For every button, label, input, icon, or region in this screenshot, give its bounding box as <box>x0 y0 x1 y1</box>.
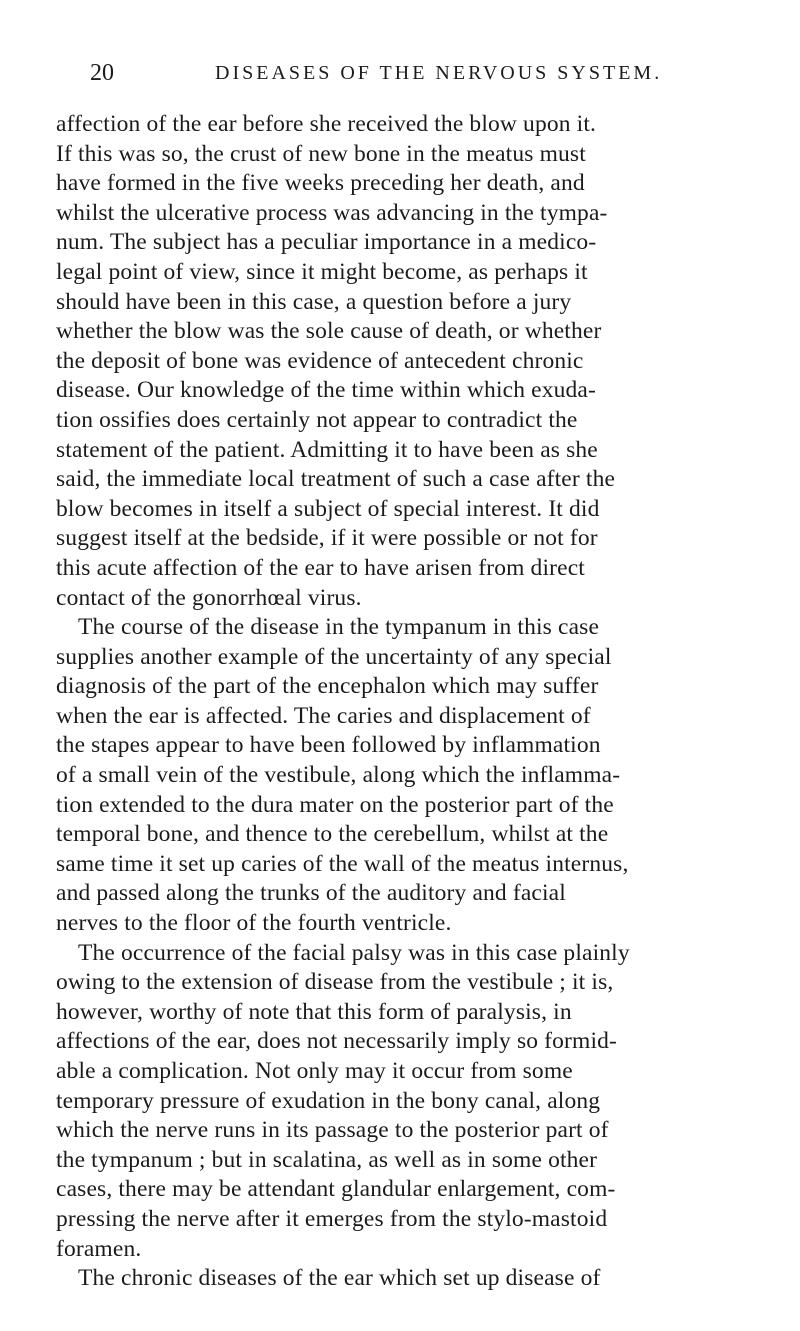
text-line: said, the immediate local treatment of such a case after the <box>56 466 616 493</box>
paragraph-start-line: The chronic diseases of the ear which set up disease of <box>78 1265 601 1292</box>
text-line: tion extended to the dura mater on the posterior part of the <box>56 791 614 818</box>
text-line: of a small vein of the vestibule, along which the inflamma- <box>56 762 621 789</box>
text-line: same time it set up caries of the wall of the meatus internus, <box>56 850 629 877</box>
text-line: whilst the ulcerative process was advancing in the tympa- <box>56 199 608 226</box>
text-line: affection of the ear before she received the blow upon it. <box>56 111 597 137</box>
text-line: which the nerve runs in its passage to the posterior part of <box>56 1117 609 1144</box>
text-line: whether the blow was the sole cause of death, or whether <box>56 318 602 345</box>
paragraph-start-line: The course of the disease in the tympanum in this case <box>78 614 600 641</box>
text-line: and passed along the trunks of the auditory and facial <box>56 880 566 907</box>
text-line: temporal bone, and thence to the cerebellum, whilst at the <box>56 821 609 848</box>
page-number: 20 <box>90 60 114 86</box>
text-line: nerves to the floor of the fourth ventricle. <box>56 910 452 937</box>
text-line: the tympanum ; but in scalatina, as well as in some other <box>56 1146 598 1173</box>
text-line: this acute affection of the ear to have arisen from direct <box>56 554 585 581</box>
text-line: diagnosis of the part of the encephalon which may suffer <box>56 673 599 700</box>
text-line: supplies another example of the uncertainty of any special <box>56 643 612 670</box>
text-line: should have been in this case, a question before a jury <box>56 288 572 315</box>
text-line: suggest itself at the bedside, if it were possible or not for <box>56 525 598 552</box>
text-line: contact of the gonorrhœal virus. <box>56 584 362 611</box>
text-line: the stapes appear to have been followed by inflammation <box>56 732 601 759</box>
paragraph-start-line: The occurrence of the facial palsy was in this case plainly <box>78 939 630 966</box>
text-line: pressing the nerve after it emerges from the stylo-mastoid <box>56 1205 608 1232</box>
text-line: able a complication. Not only may it occur from some <box>56 1058 573 1084</box>
text-line: however, worthy of note that this form of paralysis, in <box>56 998 572 1025</box>
text-line: foramen. <box>56 1235 142 1262</box>
text-line: when the ear is affected. The caries and displacement of <box>56 702 591 729</box>
text-line: temporary pressure of exudation in the bony canal, along <box>56 1087 601 1114</box>
text-line: If this was so, the crust of new bone in the meatus must <box>56 140 586 167</box>
text-line: statement of the patient. Admitting it to have been as she <box>56 436 598 463</box>
running-title: DISEASES OF THE NERVOUS SYSTEM. <box>215 62 663 84</box>
text-line: the deposit of bone was evidence of antecedent chronic <box>56 347 584 374</box>
text-line: blow becomes in itself a subject of special interest. It did <box>56 495 600 522</box>
text-line: num. The subject has a peculiar importance in a medico- <box>56 229 597 256</box>
text-line: owing to the extension of disease from the vestibule ; it is, <box>56 969 614 996</box>
text-line: cases, there may be attendant glandular enlargement, com- <box>56 1176 616 1203</box>
text-line: legal point of view, since it might become, as perhaps it <box>56 258 588 285</box>
body-text <box>56 110 796 1294</box>
running-head <box>90 60 790 90</box>
text-line: affections of the ear, does not necessarily imply so formid- <box>56 1028 618 1055</box>
text-line: have formed in the five weeks preceding her death, and <box>56 170 585 197</box>
text-line: tion ossifies does certainly not appear to contradict the <box>56 406 578 433</box>
text-line: disease. Our knowledge of the time within which exuda- <box>56 377 596 404</box>
